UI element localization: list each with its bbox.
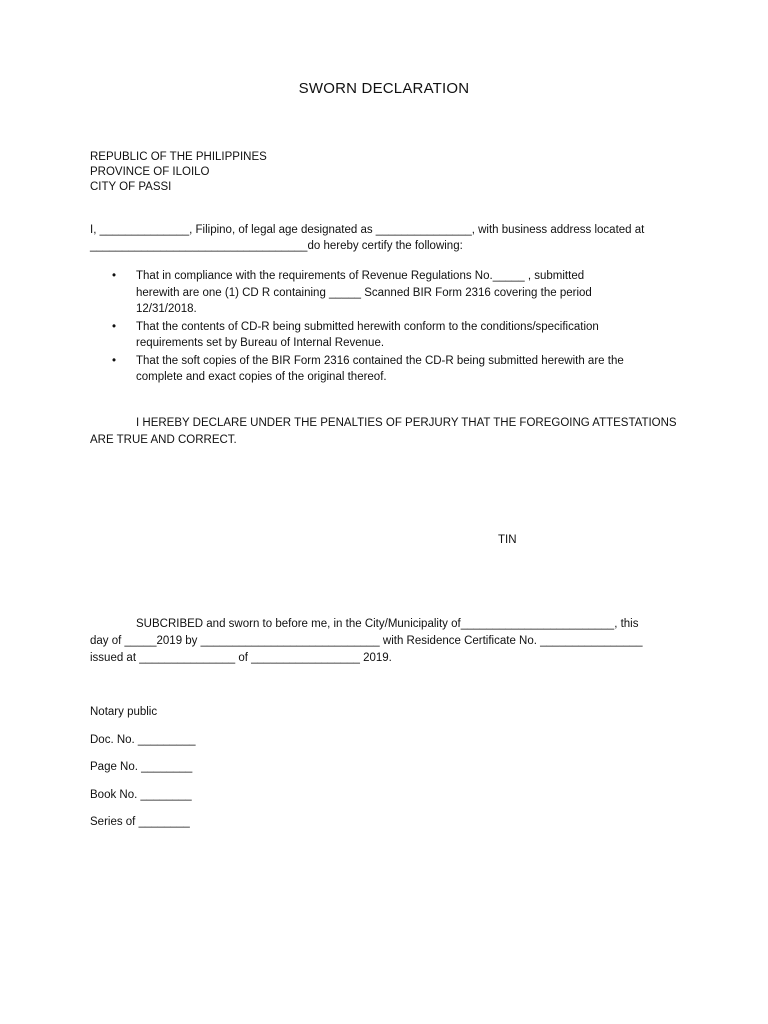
certification-item xyxy=(90,353,690,386)
intro-line: __________________________________do hereby certify the following: xyxy=(90,240,463,252)
doc-no-field: Doc. No. _________ xyxy=(90,733,196,746)
series-of-field: Series of ________ xyxy=(90,816,190,828)
jurat-line: SUBCRIBED and sworn to before me, in the City/Municipality of________________________, this xyxy=(136,618,639,630)
header-line-city: CITY OF PASSI xyxy=(90,181,172,193)
certification-item xyxy=(90,319,690,352)
certification-line: requirements set by Bureau of Internal Revenue. xyxy=(136,337,385,349)
certification-line: complete and exact copies of the original thereof. xyxy=(136,371,387,383)
intro-paragraph xyxy=(90,222,680,254)
notary-public-label: Notary public xyxy=(90,706,158,718)
certification-line: That the soft copies of the BIR Form 2316 contained the CD-R being submitted herewith are the xyxy=(136,354,624,367)
declaration-line: ARE TRUE AND CORRECT. xyxy=(90,434,237,446)
certification-line: That in compliance with the requirements of Revenue Regulations No._____ , submitted xyxy=(136,270,585,282)
bullet-icon: • xyxy=(112,354,117,367)
header-line-country: REPUBLIC OF THE PHILIPPINES xyxy=(90,151,267,163)
jurat-line: day of _____2019 by ____________________________ with Residence Certificate No. ________________ xyxy=(90,635,643,647)
header-line-province: PROVINCE OF ILOILO xyxy=(90,166,210,178)
certification-line: That the contents of CD-R being submitted herewith conform to the conditions/specification xyxy=(136,320,599,333)
jurat-paragraph xyxy=(90,616,690,667)
page-no-field: Page No. ________ xyxy=(90,761,193,773)
document-title: SWORN DECLARATION xyxy=(298,80,470,97)
bullet-icon: • xyxy=(112,320,117,333)
certification-line: herewith are one (1) CD R containing _____ Scanned BIR Form 2316 covering the period xyxy=(136,286,592,299)
certification-list xyxy=(90,268,690,387)
notary-block xyxy=(90,706,196,844)
tin-label: TIN xyxy=(498,534,517,546)
certification-line: 12/31/2018. xyxy=(136,303,197,315)
declaration-line: I HEREBY DECLARE UNDER THE PENALTIES OF PERJURY THAT THE FOREGOING ATTESTATIONS xyxy=(136,417,677,429)
perjury-declaration xyxy=(90,415,690,449)
bullet-icon: • xyxy=(112,270,117,282)
intro-line: I, ______________, Filipino, of legal age designated as _______________, with business address located at xyxy=(90,224,645,236)
certification-item xyxy=(90,268,690,318)
book-no-field: Book No. ________ xyxy=(90,788,192,801)
jurat-line: issued at _______________ of _________________ 2019. xyxy=(90,652,392,664)
jurisdiction-header xyxy=(90,150,267,195)
